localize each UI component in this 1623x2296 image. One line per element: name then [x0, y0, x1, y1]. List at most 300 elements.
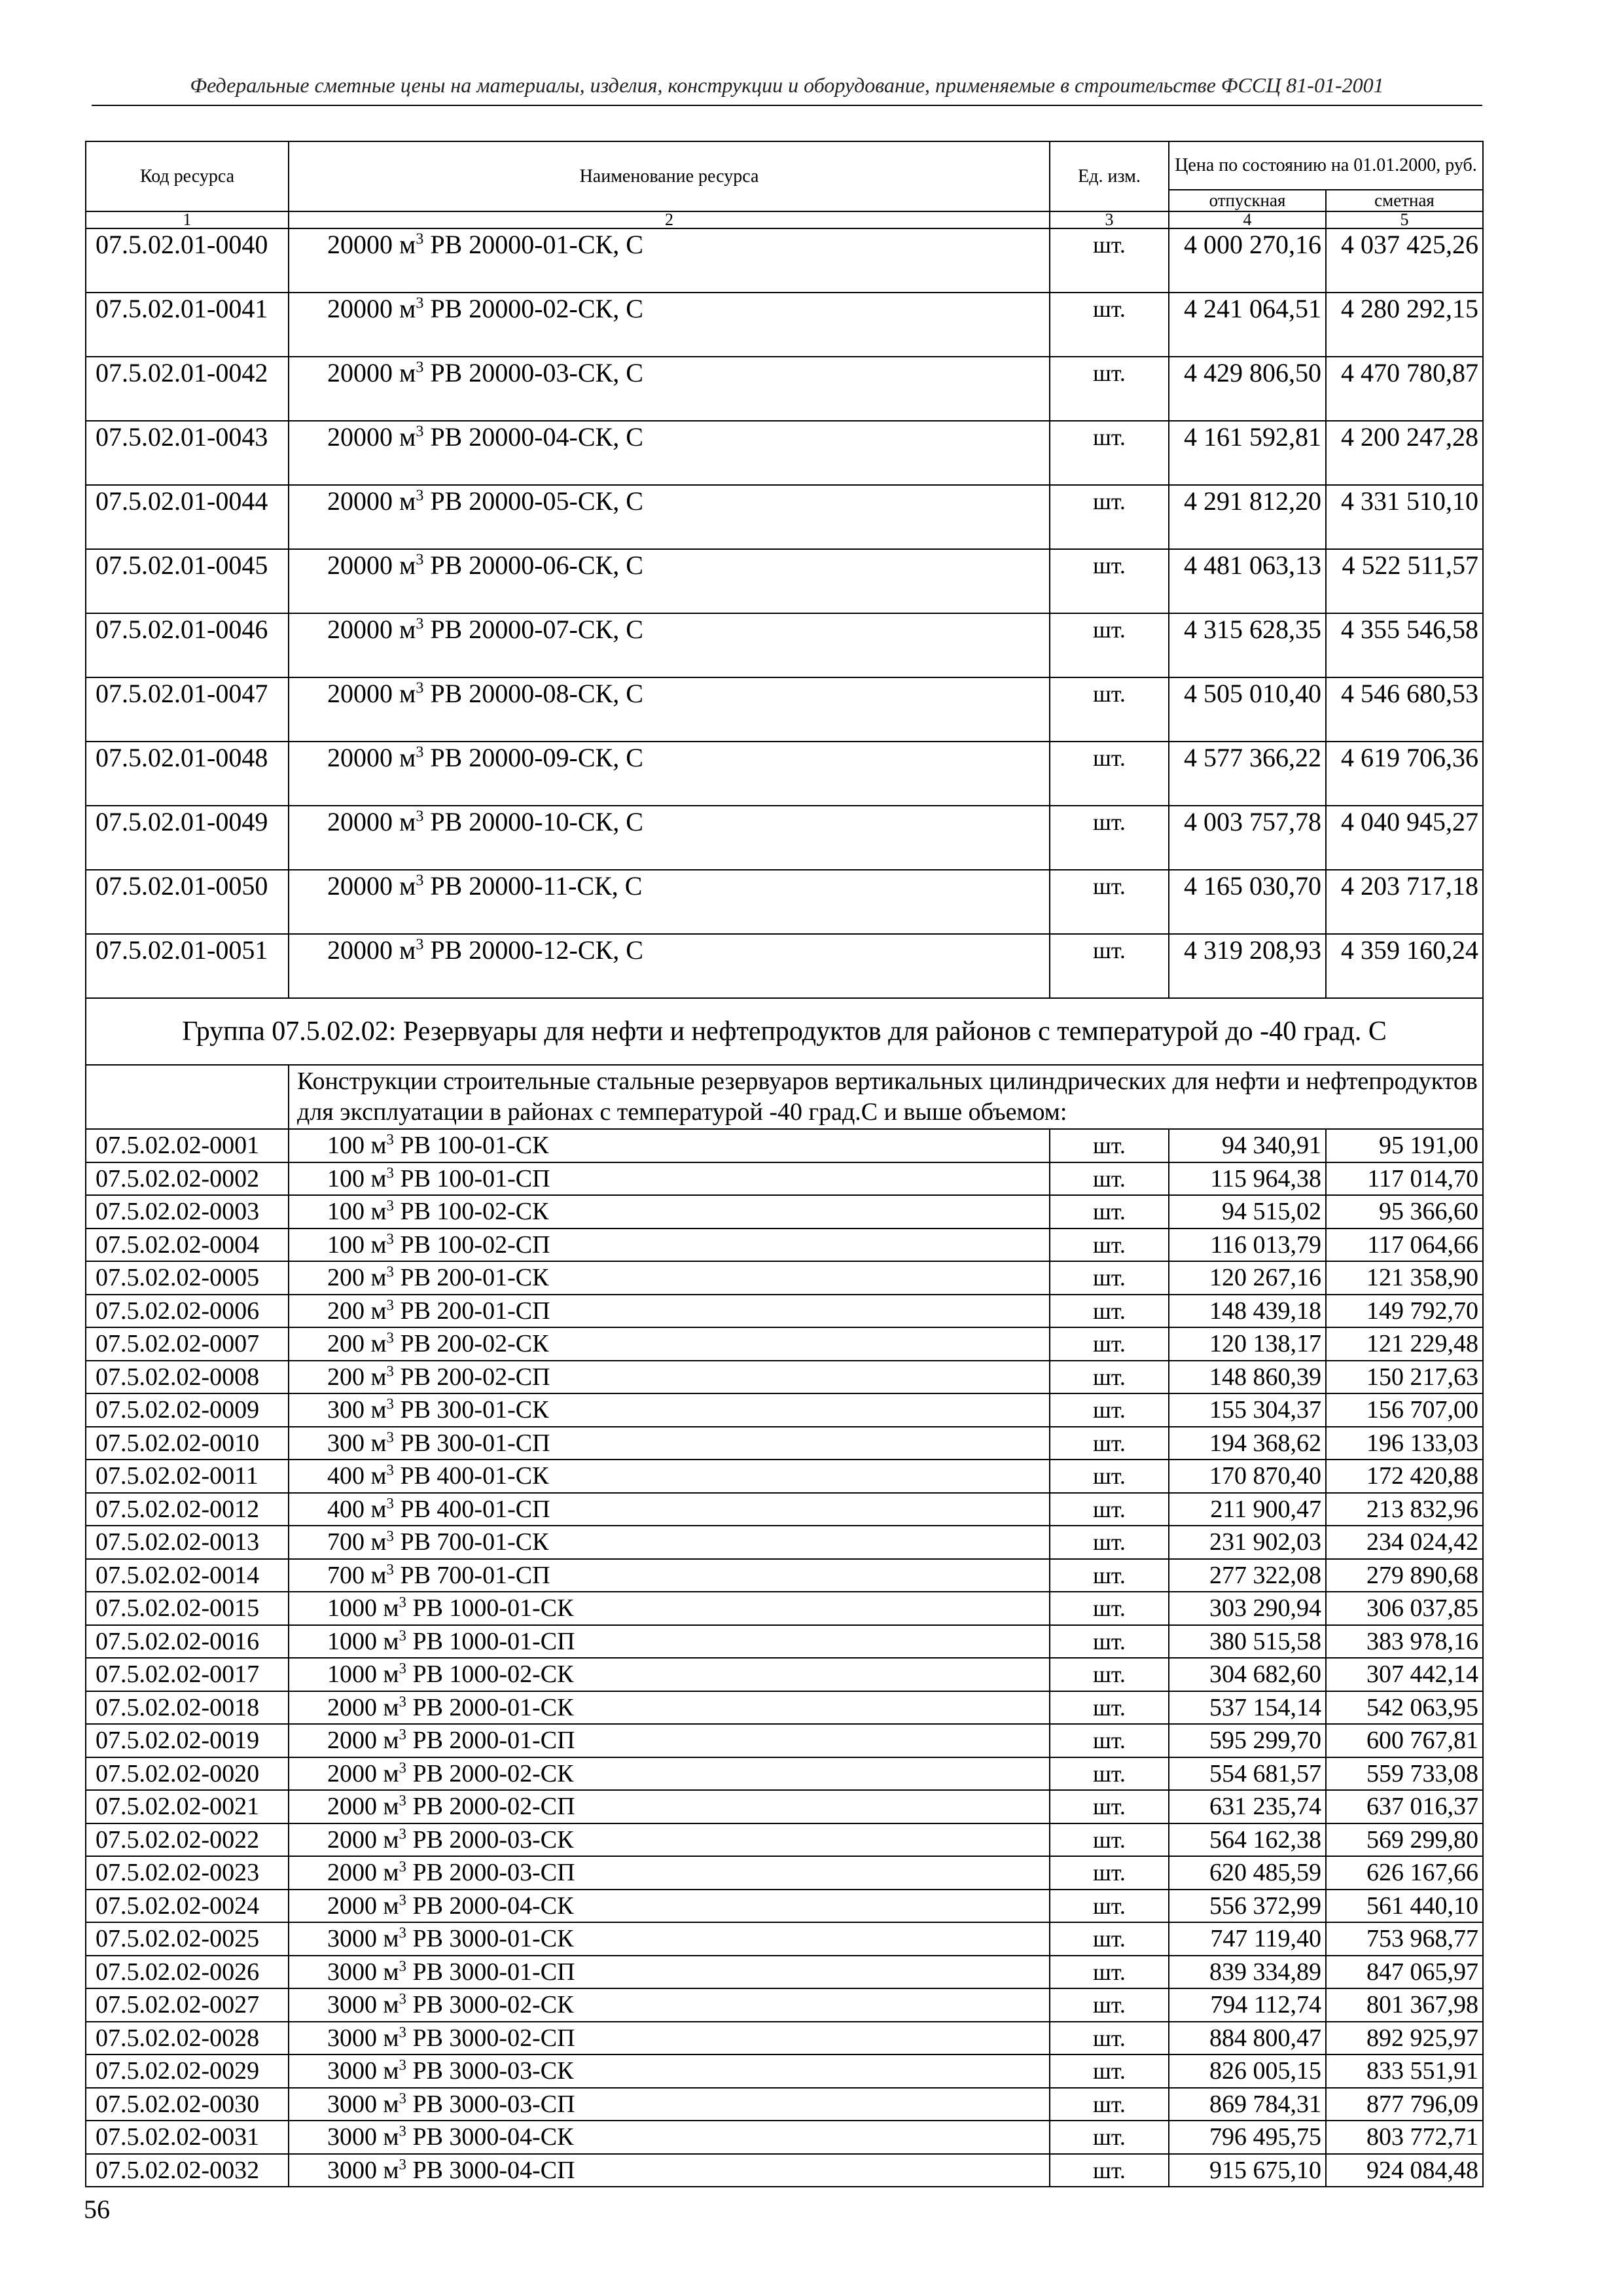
- table-row: [86, 1493, 1483, 1526]
- resource-volume: 2000 м: [327, 1859, 399, 1887]
- resource-code: 07.5.02.02-0007: [86, 1327, 289, 1361]
- resource-name: [289, 357, 1050, 421]
- unit-of-measure: шт.: [1050, 1261, 1169, 1295]
- release-price: 794 112,74: [1169, 1988, 1326, 2022]
- resource-volume: 2000 м: [327, 1727, 399, 1755]
- table-row: [86, 2054, 1483, 2088]
- release-price: 796 495,75: [1169, 2121, 1326, 2154]
- resource-volume: 400 м: [327, 1495, 387, 1523]
- cubic-superscript: 3: [416, 615, 424, 633]
- table-row: [86, 2022, 1483, 2055]
- table-row: [86, 1988, 1483, 2022]
- table-row: [86, 613, 1483, 677]
- table-row: [86, 2154, 1483, 2187]
- resource-model: РВ 300-01-СК: [393, 1396, 549, 1424]
- col-header-unit: Ед. изм.: [1050, 141, 1169, 211]
- table-row: [86, 1162, 1483, 1196]
- resource-name: [289, 1427, 1050, 1460]
- estimate-price: 95 191,00: [1326, 1129, 1483, 1162]
- cubic-superscript: 3: [399, 1958, 406, 1975]
- resource-code: 07.5.02.02-0016: [86, 1625, 289, 1659]
- cubic-superscript: 3: [416, 423, 424, 440]
- cubic-superscript: 3: [416, 872, 424, 889]
- resource-volume: 2000 м: [327, 1759, 399, 1787]
- estimate-price: 847 065,97: [1326, 1956, 1483, 1989]
- unit-of-measure: шт.: [1050, 1526, 1169, 1559]
- estimate-price: 4 040 945,27: [1326, 806, 1483, 870]
- resource-code: 07.5.02.02-0023: [86, 1856, 289, 1890]
- resource-name: [289, 1229, 1050, 1262]
- resource-model: РВ 3000-01-СК: [406, 1925, 574, 1953]
- unit-of-measure: шт.: [1050, 934, 1169, 998]
- table-row: [86, 421, 1483, 485]
- resource-name: [289, 1195, 1050, 1229]
- resource-name: [289, 1856, 1050, 1890]
- table-row: [86, 1856, 1483, 1890]
- estimate-price: 172 420,88: [1326, 1460, 1483, 1493]
- resource-code: 07.5.02.02-0021: [86, 1790, 289, 1823]
- resource-name: [289, 1361, 1050, 1394]
- resource-code: 07.5.02.01-0046: [86, 613, 289, 677]
- resource-model: РВ 1000-01-СК: [406, 1594, 574, 1623]
- resource-code: 07.5.02.01-0045: [86, 549, 289, 613]
- resource-name: [289, 613, 1050, 677]
- estimate-price: 542 063,95: [1326, 1691, 1483, 1725]
- estimate-price: 4 037 425,26: [1326, 228, 1483, 293]
- unit-of-measure: шт.: [1050, 357, 1169, 421]
- unit-of-measure: шт.: [1050, 2022, 1169, 2055]
- cubic-superscript: 3: [399, 1892, 406, 1909]
- resource-volume: 20000 м: [327, 615, 416, 644]
- release-price: 4 000 270,16: [1169, 228, 1326, 293]
- cubic-superscript: 3: [399, 1726, 406, 1743]
- unit-of-measure: шт.: [1050, 1393, 1169, 1427]
- resource-code: 07.5.02.01-0040: [86, 228, 289, 293]
- release-price: 4 319 208,93: [1169, 934, 1326, 998]
- resource-code: 07.5.02.02-0008: [86, 1361, 289, 1394]
- resource-volume: 2000 м: [327, 1693, 399, 1721]
- unit-of-measure: шт.: [1050, 2054, 1169, 2088]
- resource-name: [289, 421, 1050, 485]
- resource-volume: 3000 м: [327, 1991, 399, 2019]
- resource-volume: 2000 м: [327, 1892, 399, 1920]
- unit-of-measure: шт.: [1050, 742, 1169, 806]
- estimate-price: 121 229,48: [1326, 1327, 1483, 1361]
- estimate-price: 306 037,85: [1326, 1592, 1483, 1625]
- resource-code: 07.5.02.01-0049: [86, 806, 289, 870]
- estimate-price: 117 064,66: [1326, 1229, 1483, 1262]
- table-row: [86, 485, 1483, 549]
- resource-volume: 1000 м: [327, 1660, 399, 1689]
- release-price: 148 439,18: [1169, 1295, 1326, 1328]
- resource-volume: 400 м: [327, 1462, 387, 1490]
- unit-of-measure: шт.: [1050, 1724, 1169, 1757]
- resource-model: РВ 2000-02-СП: [406, 1793, 575, 1821]
- resource-model: РВ 1000-02-СК: [406, 1660, 574, 1689]
- col-header-price-group: Цена по состоянию на 01.01.2000, руб.: [1169, 141, 1483, 190]
- cubic-superscript: 3: [399, 1660, 406, 1677]
- resource-model: РВ 400-01-СП: [393, 1495, 550, 1523]
- release-price: 115 964,38: [1169, 1162, 1326, 1196]
- cubic-superscript: 3: [399, 1990, 406, 2007]
- table-row: [86, 228, 1483, 293]
- resource-name: [289, 742, 1050, 806]
- resource-name: [289, 549, 1050, 613]
- estimate-price: 803 772,71: [1326, 2121, 1483, 2154]
- release-price: 556 372,99: [1169, 1890, 1326, 1923]
- resource-volume: 1000 м: [327, 1594, 399, 1623]
- unit-of-measure: шт.: [1050, 1592, 1169, 1625]
- release-price: 884 800,47: [1169, 2022, 1326, 2055]
- resource-model: РВ 2000-03-СК: [406, 1825, 574, 1854]
- resource-model: РВ 2000-01-СП: [406, 1727, 575, 1755]
- resource-name: [289, 293, 1050, 357]
- resource-model: РВ 3000-04-СК: [406, 2123, 574, 2151]
- resource-model: РВ 100-02-СП: [393, 1230, 550, 1259]
- table-row: [86, 1427, 1483, 1460]
- cubic-superscript: 3: [416, 230, 424, 248]
- release-price: 915 675,10: [1169, 2154, 1326, 2187]
- resource-model: РВ 20000-02-СК, С: [423, 294, 643, 323]
- estimate-price: 213 832,96: [1326, 1493, 1483, 1526]
- resource-name: [289, 485, 1050, 549]
- resource-code: 07.5.02.02-0031: [86, 2121, 289, 2154]
- resource-code: 07.5.02.02-0018: [86, 1691, 289, 1725]
- estimate-price: 4 203 717,18: [1326, 870, 1483, 934]
- resource-model: РВ 20000-12-СК, С: [423, 935, 643, 965]
- table-row: [86, 2121, 1483, 2154]
- group-description-row: [86, 1065, 1483, 1129]
- resource-volume: 3000 м: [327, 2123, 399, 2151]
- release-price: 839 334,89: [1169, 1956, 1326, 1989]
- resource-model: РВ 20000-04-СК, С: [423, 422, 643, 452]
- cubic-superscript: 3: [399, 2056, 406, 2073]
- cubic-superscript: 3: [416, 487, 424, 505]
- unit-of-measure: шт.: [1050, 1890, 1169, 1923]
- resource-model: РВ 20000-07-СК, С: [423, 615, 643, 644]
- cubic-superscript: 3: [416, 359, 424, 376]
- cubic-superscript: 3: [399, 1627, 406, 1644]
- release-price: 231 902,03: [1169, 1526, 1326, 1559]
- resource-code: 07.5.02.02-0014: [86, 1559, 289, 1592]
- release-price: 94 340,91: [1169, 1129, 1326, 1162]
- resource-volume: 100 м: [327, 1230, 387, 1259]
- release-price: 120 138,17: [1169, 1327, 1326, 1361]
- resource-name: [289, 1956, 1050, 1989]
- unit-of-measure: шт.: [1050, 2121, 1169, 2154]
- resource-volume: 700 м: [327, 1528, 387, 1556]
- resource-name: [289, 934, 1050, 998]
- resource-model: РВ 3000-03-СК: [406, 2057, 574, 2085]
- resource-volume: 200 м: [327, 1297, 387, 1325]
- resource-model: РВ 100-02-СК: [393, 1198, 549, 1226]
- col-number-5: 5: [1326, 211, 1483, 228]
- table-row: [86, 1229, 1483, 1262]
- resource-volume: 20000 м: [327, 358, 416, 387]
- unit-of-measure: шт.: [1050, 293, 1169, 357]
- cubic-superscript: 3: [399, 2123, 406, 2140]
- release-price: 277 322,08: [1169, 1559, 1326, 1592]
- resource-model: РВ 3000-02-СК: [406, 1991, 574, 2019]
- cubic-superscript: 3: [416, 936, 424, 954]
- estimate-price: 4 200 247,28: [1326, 421, 1483, 485]
- cubic-superscript: 3: [386, 1528, 394, 1545]
- resource-code: 07.5.02.01-0043: [86, 421, 289, 485]
- resource-model: РВ 200-02-СП: [393, 1363, 550, 1391]
- unit-of-measure: шт.: [1050, 806, 1169, 870]
- table-row: [86, 1625, 1483, 1659]
- unit-of-measure: шт.: [1050, 1361, 1169, 1394]
- col-number-4: 4: [1169, 211, 1326, 228]
- resource-model: РВ 1000-01-СП: [406, 1627, 575, 1655]
- resource-code: 07.5.02.01-0042: [86, 357, 289, 421]
- cubic-superscript: 3: [386, 1561, 394, 1578]
- table-row: [86, 1526, 1483, 1559]
- unit-of-measure: шт.: [1050, 1625, 1169, 1659]
- col-header-release: отпускная: [1169, 190, 1326, 211]
- resource-code: 07.5.02.01-0044: [86, 485, 289, 549]
- unit-of-measure: шт.: [1050, 870, 1169, 934]
- table-row: [86, 1823, 1483, 1857]
- release-price: 620 485,59: [1169, 1856, 1326, 1890]
- resource-code: 07.5.02.02-0010: [86, 1427, 289, 1460]
- release-price: 554 681,57: [1169, 1757, 1326, 1791]
- table-row: [86, 1724, 1483, 1757]
- unit-of-measure: шт.: [1050, 1856, 1169, 1890]
- resource-model: РВ 100-01-СК: [393, 1132, 549, 1160]
- resource-name: [289, 1691, 1050, 1725]
- release-price: 4 291 812,20: [1169, 485, 1326, 549]
- resource-volume: 2000 м: [327, 1793, 399, 1821]
- estimate-price: 383 978,16: [1326, 1625, 1483, 1659]
- unit-of-measure: шт.: [1050, 1460, 1169, 1493]
- table-row: [86, 1691, 1483, 1725]
- resource-volume: 100 м: [327, 1198, 387, 1226]
- release-price: 194 368,62: [1169, 1427, 1326, 1460]
- release-price: 303 290,94: [1169, 1592, 1326, 1625]
- release-price: 4 577 366,22: [1169, 742, 1326, 806]
- release-price: 631 235,74: [1169, 1790, 1326, 1823]
- col-header-code: Код ресурса: [86, 141, 289, 211]
- resource-model: РВ 200-01-СП: [393, 1297, 550, 1325]
- release-price: 4 481 063,13: [1169, 549, 1326, 613]
- resource-code: 07.5.02.02-0015: [86, 1592, 289, 1625]
- cubic-superscript: 3: [399, 2024, 406, 2041]
- col-number-1: 1: [86, 211, 289, 228]
- resource-volume: 200 м: [327, 1363, 387, 1391]
- table-row: [86, 1129, 1483, 1162]
- resource-code: 07.5.02.02-0019: [86, 1724, 289, 1757]
- cubic-superscript: 3: [386, 1495, 394, 1512]
- unit-of-measure: шт.: [1050, 421, 1169, 485]
- release-price: 116 013,79: [1169, 1229, 1326, 1262]
- unit-of-measure: шт.: [1050, 1295, 1169, 1328]
- resource-volume: 3000 м: [327, 2090, 399, 2118]
- estimate-price: 833 551,91: [1326, 2054, 1483, 2088]
- col-number-3: 3: [1050, 211, 1169, 228]
- release-price: 170 870,40: [1169, 1460, 1326, 1493]
- unit-of-measure: шт.: [1050, 613, 1169, 677]
- cubic-superscript: 3: [416, 744, 424, 761]
- resource-volume: 1000 м: [327, 1627, 399, 1655]
- table-row: [86, 1592, 1483, 1625]
- cubic-superscript: 3: [386, 1230, 394, 1247]
- resource-volume: 200 м: [327, 1264, 387, 1292]
- unit-of-measure: шт.: [1050, 1129, 1169, 1162]
- table-row: [86, 1295, 1483, 1328]
- unit-of-measure: шт.: [1050, 1327, 1169, 1361]
- estimate-price: 4 280 292,15: [1326, 293, 1483, 357]
- resource-model: РВ 2000-02-СК: [406, 1759, 574, 1787]
- cubic-superscript: 3: [386, 1429, 394, 1446]
- cubic-superscript: 3: [399, 2090, 406, 2107]
- resource-code: 07.5.02.02-0009: [86, 1393, 289, 1427]
- release-price: 148 860,39: [1169, 1361, 1326, 1394]
- resource-volume: 20000 м: [327, 550, 416, 580]
- table-row: [86, 1195, 1483, 1229]
- resource-model: РВ 100-01-СП: [393, 1164, 550, 1193]
- estimate-price: 559 733,08: [1326, 1757, 1483, 1791]
- resource-code: 07.5.02.01-0047: [86, 677, 289, 742]
- resource-name: [289, 1988, 1050, 2022]
- table-row: [86, 1890, 1483, 1923]
- description-empty-cell: [86, 1065, 289, 1129]
- group-heading-row: [86, 998, 1483, 1065]
- resource-code: 07.5.02.01-0051: [86, 934, 289, 998]
- resource-volume: 300 м: [327, 1429, 387, 1457]
- release-price: 120 267,16: [1169, 1261, 1326, 1295]
- resource-model: РВ 200-01-СК: [393, 1264, 549, 1292]
- resource-model: РВ 700-01-СК: [393, 1528, 549, 1556]
- resource-model: РВ 400-01-СК: [393, 1462, 549, 1490]
- resource-code: 07.5.02.02-0017: [86, 1658, 289, 1691]
- estimate-price: 637 016,37: [1326, 1790, 1483, 1823]
- resource-volume: 20000 м: [327, 486, 416, 516]
- estimate-price: 569 299,80: [1326, 1823, 1483, 1857]
- unit-of-measure: шт.: [1050, 1988, 1169, 2022]
- resource-name: [289, 1162, 1050, 1196]
- estimate-price: 156 707,00: [1326, 1393, 1483, 1427]
- resource-model: РВ 20000-03-СК, С: [423, 358, 643, 387]
- release-price: 304 682,60: [1169, 1658, 1326, 1691]
- cubic-superscript: 3: [399, 1792, 406, 1809]
- cubic-superscript: 3: [416, 679, 424, 697]
- estimate-price: 234 024,42: [1326, 1526, 1483, 1559]
- unit-of-measure: шт.: [1050, 485, 1169, 549]
- estimate-price: 4 619 706,36: [1326, 742, 1483, 806]
- cubic-superscript: 3: [416, 295, 424, 312]
- cubic-superscript: 3: [399, 2156, 406, 2173]
- table-row: [86, 1261, 1483, 1295]
- resource-code: 07.5.02.02-0002: [86, 1162, 289, 1196]
- cubic-superscript: 3: [386, 1164, 394, 1181]
- unit-of-measure: шт.: [1050, 1229, 1169, 1262]
- resource-code: 07.5.02.02-0011: [86, 1460, 289, 1493]
- release-price: 155 304,37: [1169, 1393, 1326, 1427]
- cubic-superscript: 3: [399, 1858, 406, 1875]
- resource-code: 07.5.02.02-0024: [86, 1890, 289, 1923]
- resource-name: [289, 1922, 1050, 1956]
- table-row: [86, 1658, 1483, 1691]
- unit-of-measure: шт.: [1050, 2154, 1169, 2187]
- price-table: [85, 141, 1484, 2187]
- resource-model: РВ 200-02-СК: [393, 1330, 549, 1358]
- cubic-superscript: 3: [386, 1263, 394, 1280]
- resource-code: 07.5.02.02-0029: [86, 2054, 289, 2088]
- resource-code: 07.5.02.02-0025: [86, 1922, 289, 1956]
- estimate-price: 149 792,70: [1326, 1295, 1483, 1328]
- resource-model: РВ 3000-01-СП: [406, 1958, 575, 1986]
- group-title: Группа 07.5.02.02: Резервуары для нефти и нефтепродуктов для районов с температурой до -40 град. С: [86, 998, 1483, 1065]
- unit-of-measure: шт.: [1050, 1658, 1169, 1691]
- resource-name: [289, 677, 1050, 742]
- cubic-superscript: 3: [386, 1363, 394, 1380]
- estimate-price: 801 367,98: [1326, 1988, 1483, 2022]
- resource-name: [289, 1890, 1050, 1923]
- cubic-superscript: 3: [399, 1594, 406, 1611]
- cubic-superscript: 3: [386, 1131, 394, 1148]
- resource-code: 07.5.02.02-0020: [86, 1757, 289, 1791]
- resource-volume: 20000 м: [327, 230, 416, 259]
- col-header-name: Наименование ресурса: [289, 141, 1050, 211]
- resource-volume: 3000 м: [327, 1925, 399, 1953]
- resource-volume: 3000 м: [327, 2057, 399, 2085]
- cubic-superscript: 3: [399, 1825, 406, 1842]
- table-row: [86, 293, 1483, 357]
- resource-name: [289, 806, 1050, 870]
- resource-model: РВ 20000-09-СК, С: [423, 743, 643, 772]
- resource-name: [289, 1592, 1050, 1625]
- release-price: 4 161 592,81: [1169, 421, 1326, 485]
- resource-model: РВ 20000-05-СК, С: [423, 486, 643, 516]
- unit-of-measure: шт.: [1050, 1956, 1169, 1989]
- resource-name: [289, 1261, 1050, 1295]
- estimate-price: 4 470 780,87: [1326, 357, 1483, 421]
- unit-of-measure: шт.: [1050, 549, 1169, 613]
- resource-model: РВ 20000-10-СК, С: [423, 807, 643, 836]
- resource-volume: 20000 м: [327, 422, 416, 452]
- release-price: 747 119,40: [1169, 1922, 1326, 1956]
- table-row: [86, 934, 1483, 998]
- resource-code: 07.5.02.02-0022: [86, 1823, 289, 1857]
- resource-volume: 2000 м: [327, 1825, 399, 1854]
- resource-volume: 20000 м: [327, 935, 416, 965]
- estimate-price: 4 546 680,53: [1326, 677, 1483, 742]
- resource-volume: 20000 м: [327, 743, 416, 772]
- release-price: 4 429 806,50: [1169, 357, 1326, 421]
- resource-model: РВ 2000-01-СК: [406, 1693, 574, 1721]
- estimate-price: 4 359 160,24: [1326, 934, 1483, 998]
- estimate-price: 279 890,68: [1326, 1559, 1483, 1592]
- resource-volume: 20000 м: [327, 294, 416, 323]
- resource-code: 07.5.02.02-0013: [86, 1526, 289, 1559]
- resource-model: РВ 3000-03-СП: [406, 2090, 575, 2118]
- resource-name: [289, 1393, 1050, 1427]
- resource-volume: 200 м: [327, 1330, 387, 1358]
- resource-name: [289, 1658, 1050, 1691]
- table-row: [86, 870, 1483, 934]
- resource-code: 07.5.02.02-0004: [86, 1229, 289, 1262]
- resource-model: РВ 3000-02-СП: [406, 2024, 575, 2052]
- unit-of-measure: шт.: [1050, 1922, 1169, 1956]
- unit-of-measure: шт.: [1050, 2088, 1169, 2121]
- release-price: 4 003 757,78: [1169, 806, 1326, 870]
- resource-name: [289, 1625, 1050, 1659]
- resource-volume: 3000 м: [327, 2156, 399, 2184]
- estimate-price: 196 133,03: [1326, 1427, 1483, 1460]
- resource-volume: 20000 м: [327, 807, 416, 836]
- unit-of-measure: шт.: [1050, 677, 1169, 742]
